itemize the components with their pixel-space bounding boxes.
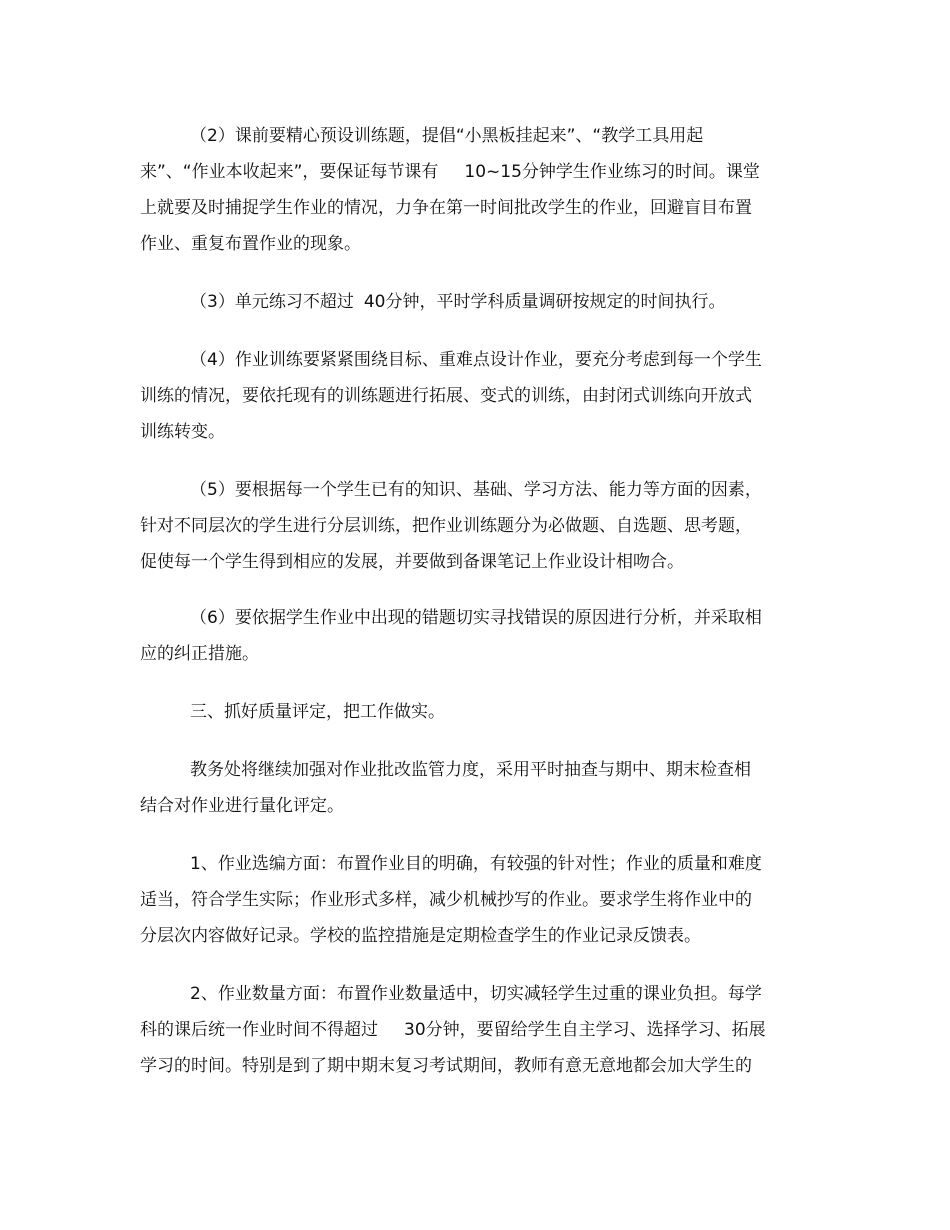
text-segment: 分钟，要留给学生自主学习、选择学习、拓展 bbox=[425, 1020, 766, 1040]
text-line: （2）课前要精心预设训练题，提倡“小黑板挂起来”、“教学工具用起 bbox=[190, 126, 704, 146]
text-segment: 科的课后统一作业时间不得超过 bbox=[140, 1020, 378, 1040]
paragraph-8 bbox=[140, 846, 780, 954]
text-line: （6）要依据学生作业中出现的错题切实寻找错误的原因进行分析，并采取相 bbox=[190, 608, 762, 628]
text-line: （4）作业训练要紧紧围绕目标、重难点设计作业，要充分考虑到每一个学生 bbox=[190, 350, 762, 370]
text-line: 结合对作业进行量化评定。 bbox=[140, 796, 344, 816]
paragraph-3 bbox=[140, 284, 780, 320]
paragraph-5 bbox=[140, 472, 780, 580]
text-line: 学习的时间。特别是到了期中期末复习考试期间，教师有意无意地都会加大学生的 bbox=[140, 1056, 752, 1076]
heading-line: 三、抓好质量评定，把工作做实。 bbox=[190, 702, 445, 722]
text-line: 促使每一个学生得到相应的发展，并要做到备课笔记上作业设计相吻合。 bbox=[140, 552, 684, 572]
paragraph-7 bbox=[140, 752, 780, 824]
paragraph-4 bbox=[140, 342, 780, 450]
text-line: 训练的情况，要依托现有的训练题进行拓展、变式的训练，由封闭式训练向开放式 bbox=[140, 386, 752, 406]
section-heading bbox=[140, 694, 780, 730]
text-line bbox=[140, 154, 780, 190]
text-segment: 30 bbox=[404, 1020, 426, 1040]
text-segment: 10~15 bbox=[464, 162, 522, 182]
paragraph-6 bbox=[140, 600, 780, 672]
text-line bbox=[140, 284, 780, 320]
text-line: 针对不同层次的学生进行分层训练，把作业训练题分为必做题、自选题、思考题， bbox=[140, 516, 752, 536]
text-line: 上就要及时捕捉学生作业的情况，力争在第一时间批改学生的作业，回避盲目布置 bbox=[140, 198, 752, 218]
text-line bbox=[140, 1012, 780, 1048]
text-line: 教务处将继续加强对作业批改监管力度，采用平时抽查与期中、期末检查相 bbox=[190, 760, 751, 780]
paragraph-2 bbox=[140, 118, 780, 262]
text-line: 2、作业数量方面：布置作业数量适中，切实减轻学生过重的课业负担。每学 bbox=[190, 984, 762, 1004]
text-line: 1、作业选编方面：布置作业目的明确，有较强的针对性；作业的质量和难度 bbox=[190, 854, 762, 874]
text-line: 分层次内容做好记录。学校的监控措施是定期检查学生的作业记录反馈表。 bbox=[140, 926, 701, 946]
text-line: （5）要根据每一个学生已有的知识、基础、学习方法、能力等方面的因素， bbox=[190, 480, 762, 500]
text-segment: 分钟，平时学科质量调研按规定的时间执行。 bbox=[385, 292, 726, 312]
text-line: 训练转变。 bbox=[140, 422, 225, 442]
paragraph-9 bbox=[140, 976, 780, 1084]
text-segment: 来”、“作业本收起来”，要保证每节课有 bbox=[140, 162, 439, 182]
text-line: 作业、重复布置作业的现象。 bbox=[140, 234, 361, 254]
text-line: 应的纠正措施。 bbox=[140, 644, 259, 664]
text-segment: （3）单元练习不超过 bbox=[190, 292, 354, 312]
text-segment: 分钟学生作业练习的时间。课堂 bbox=[521, 162, 760, 182]
text-segment: 40 bbox=[363, 292, 386, 312]
text-line: 适当，符合学生实际；作业形式多样，减少机械抄写的作业。要求学生将作业中的 bbox=[140, 890, 752, 910]
